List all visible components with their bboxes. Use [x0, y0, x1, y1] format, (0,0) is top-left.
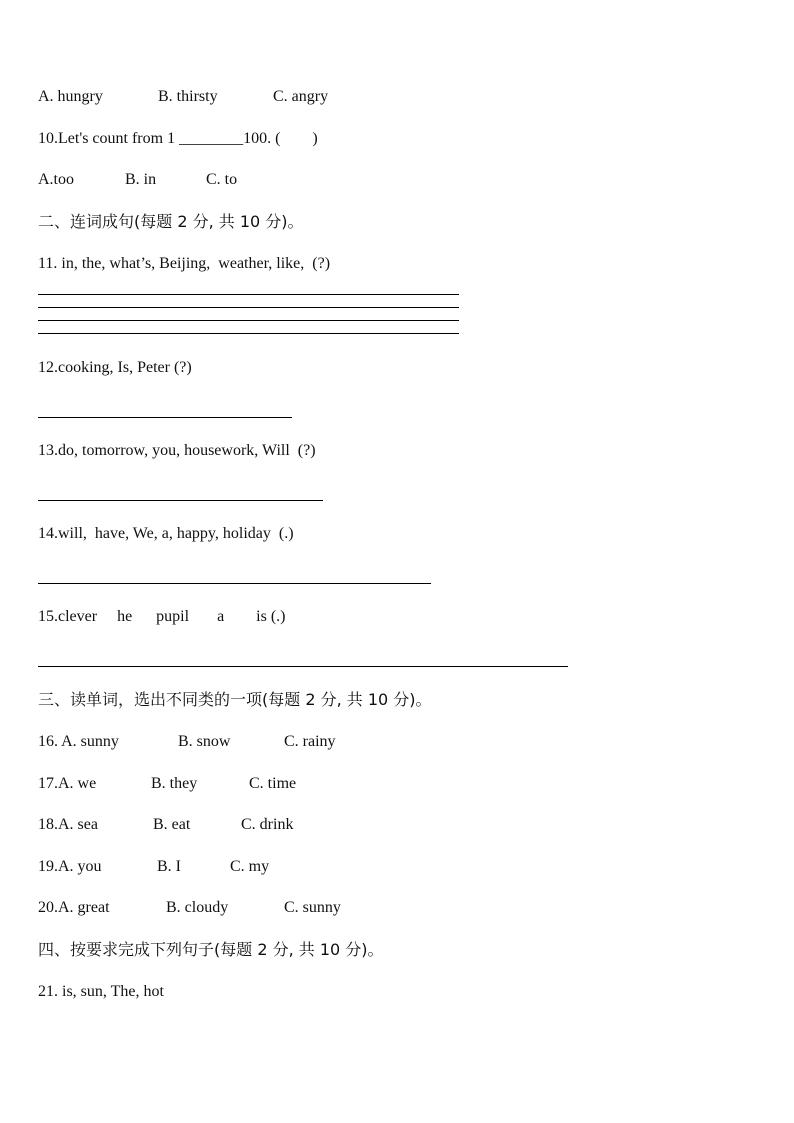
q10-option-a: A.too	[38, 171, 74, 188]
q13-answer-line	[38, 500, 323, 501]
section-2-heading: 二、连词成句(每题 2 分, 共 10 分)。	[38, 212, 304, 231]
q17-option-a: 17.A. we	[38, 775, 97, 792]
q10-option-b: B. in	[125, 171, 157, 188]
q20-option-a: 20.A. great	[38, 899, 110, 916]
q11-answer-line-4	[38, 333, 459, 334]
q9-option-c: C. angry	[273, 88, 329, 105]
q16-option-b: B. snow	[178, 733, 231, 750]
q16-option-c: C. rainy	[284, 733, 336, 750]
q10-prompt: 10.Let's count from 1 ________100. ( )	[38, 130, 318, 147]
q14-answer-line	[38, 583, 431, 584]
q21-prompt: 21. is, sun, The, hot	[38, 983, 164, 1000]
section-4-heading: 四、按要求完成下列句子(每题 2 分, 共 10 分)。	[38, 940, 384, 959]
q13-prompt: 13.do, tomorrow, you, housework, Will (?)	[38, 442, 316, 459]
q20-option-c: C. sunny	[284, 899, 341, 916]
q17-option-b: B. they	[151, 775, 198, 792]
q19-option-b: B. I	[157, 858, 181, 875]
q10-option-c: C. to	[206, 171, 238, 188]
q19-option-a: 19.A. you	[38, 858, 102, 875]
q19-option-c: C. my	[230, 858, 270, 875]
q14-prompt: 14.will, have, We, a, happy, holiday (.)	[38, 525, 294, 542]
q12-answer-line	[38, 417, 292, 418]
q11-answer-line-2	[38, 307, 459, 308]
q18-option-b: B. eat	[153, 816, 191, 833]
q16-option-a: 16. A. sunny	[38, 733, 119, 750]
q20-option-b: B. cloudy	[166, 899, 229, 916]
q11-answer-line-1	[38, 294, 459, 295]
q11-prompt: 11. in, the, what’s, Beijing, weather, like, (?)	[38, 255, 331, 272]
q12-prompt: 12.cooking, Is, Peter (?)	[38, 359, 192, 376]
q9-option-a: A. hungry	[38, 88, 103, 105]
q18-option-c: C. drink	[241, 816, 294, 833]
q18-option-a: 18.A. sea	[38, 816, 98, 833]
section-3-heading: 三、读单词，选出不同类的一项(每题 2 分, 共 10 分)。	[38, 690, 432, 709]
q15-prompt: 15.clever he pupil a is (.)	[38, 608, 286, 625]
q11-answer-line-3	[38, 320, 459, 321]
q15-answer-line	[38, 666, 568, 667]
q9-option-b: B. thirsty	[158, 88, 218, 105]
q17-option-c: C. time	[249, 775, 297, 792]
